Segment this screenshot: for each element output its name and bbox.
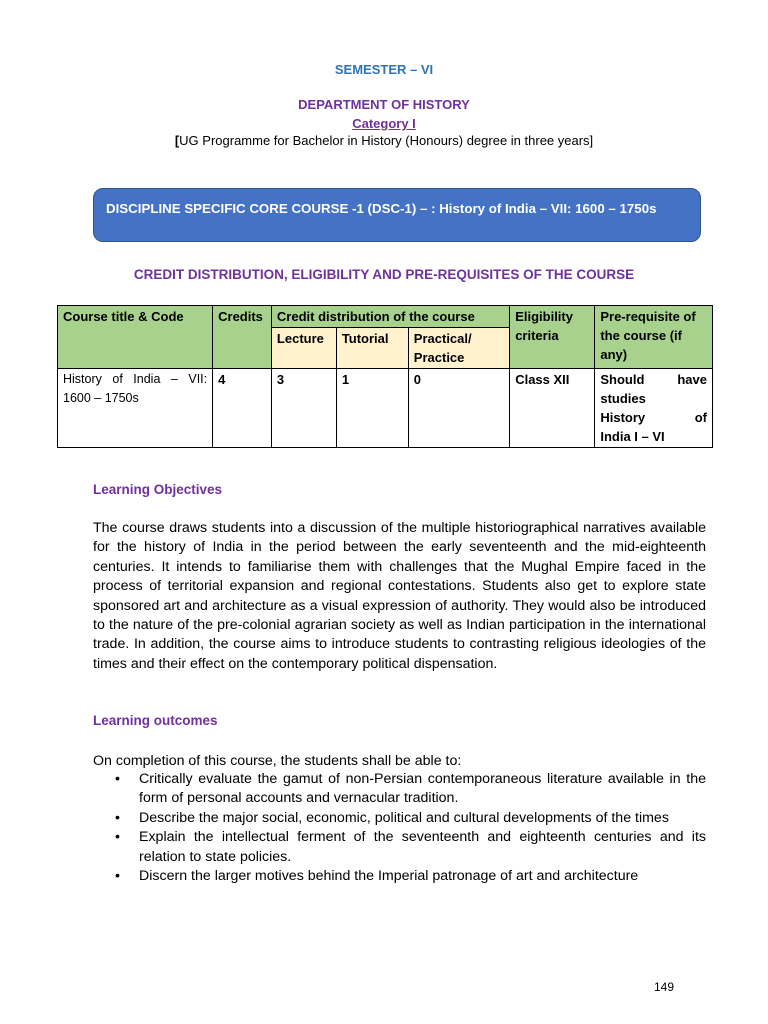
bullet-icon: • xyxy=(115,829,120,846)
course-title-box xyxy=(93,188,701,242)
cell-eligibility: Class XII xyxy=(510,369,595,448)
cell-prereq-line1: Should have xyxy=(600,372,707,387)
learning-outcomes-heading: Learning outcomes xyxy=(93,713,218,728)
header-lecture: Lecture xyxy=(271,328,336,369)
header-prerequisite: Pre-requisite of the course (if any) xyxy=(595,306,713,369)
header-practical: Practical/ Practice xyxy=(408,328,509,369)
credit-distribution-heading: CREDIT DISTRIBUTION, ELIGIBILITY AND PRE-REQUISITES OF THE COURSE xyxy=(133,267,635,282)
semester-title: SEMESTER – VI xyxy=(334,62,434,77)
list-item xyxy=(93,809,706,828)
category-label: Category I xyxy=(352,116,416,131)
list-item-text: Describe the major social, economic, political and cultural developments of the times xyxy=(139,809,669,826)
cell-course-title-line1: History of India – VII: xyxy=(63,372,208,386)
cell-prereq-line3: History of xyxy=(600,410,707,425)
list-item xyxy=(93,828,706,867)
credit-table xyxy=(57,305,713,448)
cell-prereq-line2: studies xyxy=(600,391,646,406)
list-item xyxy=(93,867,706,886)
bullet-icon: • xyxy=(115,771,120,787)
list-item-text: Critically evaluate the gamut of non-Persian contemporaneous literature available in the form of personal accounts and vernacular tradition. xyxy=(139,771,706,807)
table-header-row xyxy=(58,306,713,328)
cell-practical: 0 xyxy=(408,369,509,448)
learning-outcomes-intro: On completion of this course, the students shall be able to: xyxy=(93,753,462,769)
learning-outcomes-list xyxy=(93,770,706,886)
programme-description xyxy=(0,133,768,148)
cell-course-title xyxy=(58,369,213,448)
cell-prereq-line4: India I – VI xyxy=(600,429,665,444)
header-course-title: Course title & Code xyxy=(58,306,213,369)
department-title: DEPARTMENT OF HISTORY xyxy=(298,97,470,112)
cell-tutorial: 1 xyxy=(336,369,408,448)
programme-open-bracket: [ xyxy=(174,133,180,148)
cell-credits: 4 xyxy=(213,369,272,448)
cell-prerequisite xyxy=(595,369,713,448)
programme-text: UG Programme for Bachelor in History (Honours) degree in three years] xyxy=(179,133,594,148)
bullet-icon: • xyxy=(115,809,120,826)
cell-course-title-line2: 1600 – 1750s xyxy=(63,391,139,405)
learning-objectives-heading: Learning Objectives xyxy=(93,482,223,497)
list-item xyxy=(93,770,706,809)
header-credit-distribution: Credit distribution of the course xyxy=(271,306,509,328)
header-tutorial: Tutorial xyxy=(336,328,408,369)
table-row xyxy=(58,369,713,448)
bullet-icon: • xyxy=(115,868,120,885)
page-number: 149 xyxy=(654,980,675,994)
header-credits: Credits xyxy=(213,306,272,369)
learning-objectives-text: The course draws students into a discussion of the multiple historiographical narratives available for the history of India in the period between the early seventeenth and the mid-eighteenth centuries. It intends to familiarise them with challenges that the Mughal Empire faced in the process of territorial expansion and regional contestations. Students also get to explore state sponsored art and architecture as a visual expression of authority. They would also be introduced to the nature of the pre-colonial agrarian society as well as Indian participation in the international trade. In addition, the course aims to introduce students to contrasting religious ideologies of the times and their effect on the contemporary political dispensation. xyxy=(93,520,706,672)
course-title: DISCIPLINE SPECIFIC CORE COURSE -1 (DSC-1) – : History of India – VII: 1600 – 1750s xyxy=(106,201,657,216)
list-item-text: Explain the intellectual ferment of the seventeenth and eighteenth centuries and its relation to state policies. xyxy=(139,829,706,865)
header-eligibility: Eligibility criteria xyxy=(510,306,595,369)
list-item-text: Discern the larger motives behind the Imperial patronage of art and architecture xyxy=(139,868,639,885)
cell-lecture: 3 xyxy=(271,369,336,448)
